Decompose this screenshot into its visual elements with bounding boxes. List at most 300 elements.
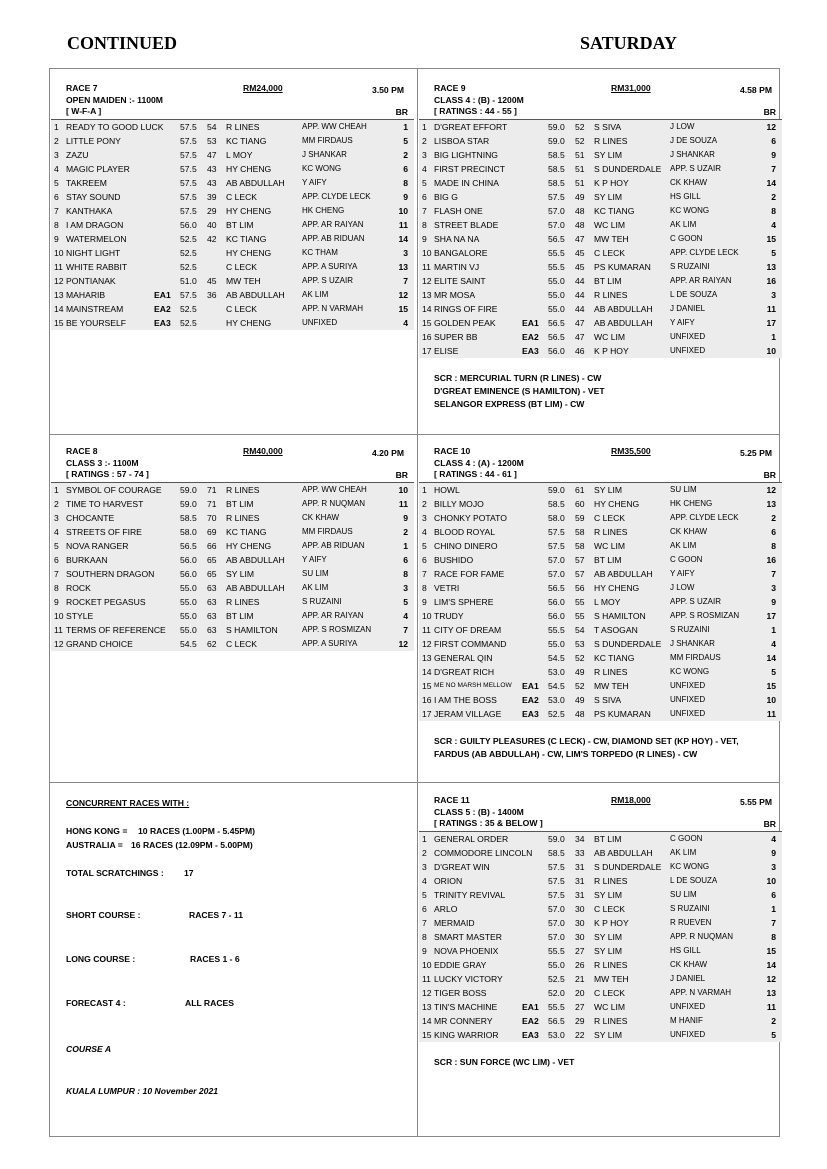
trainer: MM FIRDAUS bbox=[670, 653, 721, 662]
trainer: HK CHENG bbox=[302, 206, 345, 215]
trainer: AK LIM bbox=[670, 220, 697, 229]
runner-row bbox=[51, 553, 414, 567]
rating: 55 bbox=[575, 597, 585, 607]
horse-name: GOLDEN PEAK bbox=[434, 318, 496, 328]
weight: 56.0 bbox=[548, 346, 565, 356]
trainer: APP. N VARMAH bbox=[302, 304, 364, 313]
runner-row bbox=[51, 218, 414, 232]
barrier: 15 bbox=[766, 681, 776, 691]
runner-row bbox=[419, 916, 782, 930]
jockey: KC TIANG bbox=[226, 136, 267, 146]
runner-number: 6 bbox=[422, 555, 427, 565]
runner-row bbox=[419, 693, 782, 707]
trainer: Y AIFY bbox=[670, 569, 695, 578]
barrier: 2 bbox=[771, 513, 776, 523]
weight: 56.5 bbox=[548, 332, 565, 342]
trainer: R RUEVEN bbox=[670, 918, 712, 927]
trainer: APP. WW CHEAH bbox=[302, 122, 367, 131]
jockey: MW TEH bbox=[226, 276, 261, 286]
runner-number: 11 bbox=[422, 974, 431, 984]
weight: 52.5 bbox=[180, 318, 197, 328]
horse-name: ME NO MARSH MELLOW bbox=[434, 682, 512, 689]
barrier: 4 bbox=[403, 611, 408, 621]
barrier: 10 bbox=[766, 346, 776, 356]
jockey: SY LIM bbox=[594, 890, 623, 900]
weight: 57.5 bbox=[180, 136, 197, 146]
runner-row bbox=[51, 316, 414, 330]
jockey: L MOY bbox=[594, 597, 621, 607]
barrier: 2 bbox=[771, 192, 776, 202]
barrier: 9 bbox=[403, 513, 408, 523]
horse-name: I AM THE BOSS bbox=[434, 695, 497, 705]
horse-name: LISBOA STAR bbox=[434, 136, 490, 146]
rating-text: [ RATINGS : 44 - 55 ] bbox=[434, 106, 517, 116]
race-rating bbox=[419, 818, 782, 829]
horse-name: D'GREAT EFFORT bbox=[434, 122, 508, 132]
weight: 52.5 bbox=[548, 974, 565, 984]
jockey: MW TEH bbox=[594, 234, 629, 244]
horizontal-divider-1 bbox=[49, 434, 780, 435]
runner-number: 5 bbox=[422, 541, 427, 551]
weight: 56.5 bbox=[548, 318, 565, 328]
trainer: SU LIM bbox=[670, 890, 697, 899]
jockey: C LECK bbox=[594, 513, 626, 523]
race-time: 4.58 PM bbox=[739, 85, 772, 95]
rating: 47 bbox=[207, 150, 217, 160]
race-11-block bbox=[419, 795, 782, 1069]
forecast-label: FORECAST 4 : bbox=[66, 998, 126, 1008]
runner-number: 17 bbox=[422, 709, 432, 719]
br-header: BR bbox=[395, 107, 408, 117]
header-left: CONTINUED bbox=[67, 33, 178, 53]
barrier: 9 bbox=[403, 192, 408, 202]
runner-row bbox=[419, 1028, 782, 1042]
runner-number: 12 bbox=[422, 639, 432, 649]
rating: 46 bbox=[575, 346, 585, 356]
rating: 36 bbox=[207, 290, 217, 300]
rating: 54 bbox=[575, 625, 585, 635]
rating: 55 bbox=[575, 611, 585, 621]
runner-number: 14 bbox=[422, 1016, 432, 1026]
runner-number: 13 bbox=[54, 290, 64, 300]
runner-row bbox=[419, 986, 782, 1000]
runner-table bbox=[419, 831, 782, 1042]
rating: 65 bbox=[207, 569, 217, 579]
runner-number: 3 bbox=[422, 513, 427, 523]
trainer: HK CHENG bbox=[670, 499, 713, 508]
barrier: 16 bbox=[766, 555, 776, 565]
runner-row bbox=[419, 274, 782, 288]
jockey: K P HOY bbox=[594, 346, 629, 356]
trainer: C GOON bbox=[670, 834, 703, 843]
trainer: UNFIXED bbox=[670, 1002, 706, 1011]
runner-number: 11 bbox=[54, 625, 63, 635]
runner-number: 12 bbox=[54, 276, 64, 286]
weight: 56.5 bbox=[548, 1016, 565, 1026]
short-course-value: RACES 7 - 11 bbox=[189, 910, 243, 920]
horse-name: BLOOD ROYAL bbox=[434, 527, 495, 537]
barrier: 4 bbox=[403, 318, 408, 328]
horse-name: WATERMELON bbox=[66, 234, 127, 244]
runner-row bbox=[419, 1014, 782, 1028]
rating-text: [ RATINGS : 44 - 61 ] bbox=[434, 469, 517, 479]
weight: 52.5 bbox=[548, 709, 565, 719]
runner-row bbox=[419, 651, 782, 665]
rating: 57 bbox=[575, 555, 585, 565]
weight: 57.5 bbox=[548, 527, 565, 537]
weight: 58.0 bbox=[548, 513, 565, 523]
horse-name: BURKAAN bbox=[66, 555, 108, 565]
jockey: SY LIM bbox=[594, 192, 623, 202]
hong-kong-value: 10 RACES (1.00PM - 5.45PM) bbox=[138, 826, 256, 836]
race-header bbox=[419, 795, 782, 807]
weight: 57.0 bbox=[548, 569, 565, 579]
runner-row bbox=[51, 232, 414, 246]
horse-name: MAINSTREAM bbox=[66, 304, 124, 314]
trainer: J SHANKAR bbox=[670, 639, 715, 648]
race-header bbox=[51, 83, 414, 95]
runner-number: 12 bbox=[422, 988, 432, 998]
trainer: HS GILL bbox=[670, 946, 701, 955]
horse-name: KING WARRIOR bbox=[434, 1030, 499, 1040]
runner-row bbox=[419, 190, 782, 204]
rating: 47 bbox=[575, 332, 585, 342]
runner-number: 10 bbox=[54, 248, 64, 258]
runner-row bbox=[419, 120, 782, 134]
trainer: APP. S UZAIR bbox=[670, 597, 721, 606]
horse-name: SYMBOL OF COURAGE bbox=[66, 485, 162, 495]
runner-row bbox=[419, 525, 782, 539]
rating: 44 bbox=[575, 276, 585, 286]
race-number: RACE 7 bbox=[66, 83, 98, 93]
rating: 57 bbox=[575, 569, 585, 579]
rating: 69 bbox=[207, 527, 217, 537]
runner-row bbox=[419, 567, 782, 581]
runner-row bbox=[419, 148, 782, 162]
rating: 65 bbox=[207, 555, 217, 565]
race-10-block bbox=[419, 446, 782, 761]
runner-number: 1 bbox=[54, 485, 59, 495]
trainer: APP. A SURIYA bbox=[302, 262, 358, 271]
runner-table bbox=[419, 119, 782, 358]
weight: 55.0 bbox=[548, 304, 565, 314]
trainer: APP. AR RAIYAN bbox=[302, 220, 364, 229]
rating: 33 bbox=[575, 848, 585, 858]
jockey: C LECK bbox=[594, 248, 626, 258]
weight: 57.5 bbox=[548, 876, 565, 886]
jockey: KC TIANG bbox=[594, 653, 635, 663]
rating: 40 bbox=[207, 220, 217, 230]
horse-name: VETRI bbox=[434, 583, 460, 593]
barrier: 11 bbox=[398, 220, 408, 230]
weight: 54.5 bbox=[180, 639, 197, 649]
jockey: C LECK bbox=[226, 192, 258, 202]
entry-code: EA1 bbox=[154, 290, 171, 300]
runner-row bbox=[419, 232, 782, 246]
barrier: 4 bbox=[771, 834, 776, 844]
runner-number: 4 bbox=[422, 164, 427, 174]
race-header bbox=[419, 446, 782, 458]
runner-number: 8 bbox=[54, 220, 59, 230]
rating-text: [ RATINGS : 57 - 74 ] bbox=[66, 469, 149, 479]
forecast-value: ALL RACES bbox=[185, 998, 235, 1008]
weight: 59.0 bbox=[548, 485, 565, 495]
runner-number: 7 bbox=[422, 206, 427, 216]
weight: 55.0 bbox=[180, 597, 197, 607]
barrier: 7 bbox=[403, 625, 408, 635]
horse-name: TRINITY REVIVAL bbox=[434, 890, 506, 900]
rating: 47 bbox=[575, 234, 585, 244]
jockey: S DUNDERDALE bbox=[594, 862, 662, 872]
jockey: WC LIM bbox=[594, 541, 626, 551]
rating: 31 bbox=[575, 890, 585, 900]
jockey: R LINES bbox=[594, 1016, 628, 1026]
weight: 58.5 bbox=[548, 848, 565, 858]
race-purse: RM24,000 bbox=[243, 83, 283, 93]
trainer: APP. S UZAIR bbox=[670, 164, 721, 173]
rating: 20 bbox=[575, 988, 585, 998]
scratching-line: D'GREAT EMINENCE (S HAMILTON) - VET bbox=[434, 386, 605, 396]
entry-code: EA1 bbox=[522, 318, 539, 328]
barrier: 6 bbox=[771, 136, 776, 146]
runner-number: 6 bbox=[54, 192, 59, 202]
horse-name: MADE IN CHINA bbox=[434, 178, 499, 188]
horse-name: NOVA RANGER bbox=[66, 541, 129, 551]
trainer: M HANIF bbox=[670, 1016, 703, 1025]
barrier: 9 bbox=[771, 597, 776, 607]
runner-number: 7 bbox=[422, 569, 427, 579]
runner-row bbox=[51, 609, 414, 623]
rating: 56 bbox=[575, 583, 585, 593]
runner-number: 11 bbox=[54, 262, 63, 272]
jockey: MW TEH bbox=[594, 681, 629, 691]
jockey: WC LIM bbox=[594, 220, 626, 230]
horse-name: BILLY MOJO bbox=[434, 499, 484, 509]
runner-row bbox=[419, 218, 782, 232]
runner-row bbox=[419, 316, 782, 330]
runner-row bbox=[419, 176, 782, 190]
race-class: CLASS 4 : (B) - 1200M bbox=[434, 95, 524, 105]
rating: 34 bbox=[575, 834, 585, 844]
rating: 70 bbox=[207, 513, 217, 523]
runner-number: 4 bbox=[422, 876, 427, 886]
barrier: 14 bbox=[766, 960, 776, 970]
jockey: PS KUMARAN bbox=[594, 709, 651, 719]
barrier: 5 bbox=[771, 248, 776, 258]
weight: 55.0 bbox=[548, 276, 565, 286]
trainer: APP. CLYDE LECK bbox=[670, 248, 739, 257]
trainer: APP. CLYDE LECK bbox=[302, 192, 371, 201]
horse-name: STREETS OF FIRE bbox=[66, 527, 142, 537]
scratching-line: SELANGOR EXPRESS (BT LIM) - CW bbox=[434, 399, 585, 409]
entry-code: EA2 bbox=[522, 332, 539, 342]
horse-name: MR MOSA bbox=[434, 290, 476, 300]
br-header: BR bbox=[763, 819, 776, 829]
barrier: 13 bbox=[398, 262, 408, 272]
horse-name: BUSHIDO bbox=[434, 555, 474, 565]
runner-number: 4 bbox=[54, 164, 59, 174]
barrier: 7 bbox=[771, 918, 776, 928]
jockey: AB ABDULLAH bbox=[226, 583, 285, 593]
jockey: S DUNDERDALE bbox=[594, 639, 662, 649]
runner-row bbox=[419, 665, 782, 679]
rating: 43 bbox=[207, 164, 217, 174]
barrier: 2 bbox=[403, 150, 408, 160]
jockey: C LECK bbox=[226, 262, 258, 272]
jockey: BT LIM bbox=[226, 611, 254, 621]
trainer: SU LIM bbox=[670, 485, 697, 494]
trainer: APP. N VARMAH bbox=[670, 988, 732, 997]
jockey: AB ABDULLAH bbox=[594, 569, 653, 579]
jockey: S SIVA bbox=[594, 695, 622, 705]
trainer: APP. R NUQMAN bbox=[670, 932, 733, 941]
runner-number: 9 bbox=[54, 597, 59, 607]
jockey: BT LIM bbox=[594, 555, 622, 565]
trainer: APP. S UZAIR bbox=[302, 276, 353, 285]
rating: 44 bbox=[575, 304, 585, 314]
horse-name: CHOCANTE bbox=[66, 513, 115, 523]
rating: 53 bbox=[575, 639, 585, 649]
runner-row bbox=[419, 679, 782, 693]
horse-name: FLASH ONE bbox=[434, 206, 483, 216]
barrier: 5 bbox=[403, 597, 408, 607]
rating: 63 bbox=[207, 611, 217, 621]
barrier: 13 bbox=[766, 499, 776, 509]
runner-row bbox=[419, 874, 782, 888]
barrier: 15 bbox=[766, 234, 776, 244]
trainer: APP. AR RAIYAN bbox=[670, 276, 732, 285]
runner-row bbox=[419, 595, 782, 609]
race-time: 5.55 PM bbox=[739, 797, 772, 807]
jockey: K P HOY bbox=[594, 178, 629, 188]
horse-name: LITTLE PONY bbox=[66, 136, 121, 146]
runner-table bbox=[51, 482, 414, 651]
short-course-label: SHORT COURSE : bbox=[66, 910, 141, 920]
rating: 39 bbox=[207, 192, 217, 202]
rating: 21 bbox=[575, 974, 585, 984]
barrier: 6 bbox=[771, 890, 776, 900]
horse-name: PONTIANAK bbox=[66, 276, 116, 286]
barrier: 10 bbox=[766, 695, 776, 705]
race-time: 4.20 PM bbox=[371, 448, 404, 458]
weight: 52.5 bbox=[180, 262, 197, 272]
weight: 58.5 bbox=[180, 513, 197, 523]
trainer: J DANIEL bbox=[670, 304, 706, 313]
runner-number: 9 bbox=[422, 946, 427, 956]
runner-row bbox=[419, 483, 782, 497]
trainer: C GOON bbox=[670, 234, 703, 243]
trainer: APP. AR RAIYAN bbox=[302, 611, 364, 620]
weight: 55.0 bbox=[180, 625, 197, 635]
weight: 55.5 bbox=[548, 262, 565, 272]
runner-row bbox=[419, 497, 782, 511]
trainer: S RUZAINI bbox=[670, 904, 710, 913]
weight: 56.5 bbox=[548, 234, 565, 244]
scratchings-value: 17 bbox=[184, 868, 194, 878]
runner-number: 6 bbox=[422, 904, 427, 914]
barrier: 1 bbox=[771, 625, 776, 635]
runner-number: 11 bbox=[422, 262, 431, 272]
jockey: AB ABDULLAH bbox=[226, 555, 285, 565]
trainer: AK LIM bbox=[670, 541, 697, 550]
horse-name: GENERAL QIN bbox=[434, 653, 493, 663]
trainer: UNFIXED bbox=[302, 318, 338, 327]
horse-name: ROCK bbox=[66, 583, 91, 593]
trainer: J SHANKAR bbox=[670, 150, 715, 159]
barrier: 13 bbox=[766, 988, 776, 998]
runner-number: 5 bbox=[422, 890, 427, 900]
jockey: HY CHENG bbox=[226, 164, 272, 174]
runner-row bbox=[419, 902, 782, 916]
runner-row bbox=[419, 344, 782, 358]
rating: 52 bbox=[575, 122, 585, 132]
runner-number: 5 bbox=[422, 178, 427, 188]
rating: 71 bbox=[207, 499, 217, 509]
scratchings-label: TOTAL SCRATCHINGS : bbox=[66, 868, 164, 878]
rating: 30 bbox=[575, 918, 585, 928]
trainer: APP. A SURIYA bbox=[302, 639, 358, 648]
trainer: S RUZAINI bbox=[302, 597, 342, 606]
runner-row bbox=[419, 972, 782, 986]
runner-row bbox=[419, 609, 782, 623]
runner-number: 12 bbox=[422, 276, 432, 286]
weight: 56.5 bbox=[180, 541, 197, 551]
jockey: WC LIM bbox=[594, 1002, 626, 1012]
horse-name: FIRST COMMAND bbox=[434, 639, 507, 649]
runner-row bbox=[419, 134, 782, 148]
rating: 54 bbox=[207, 122, 217, 132]
barrier: 3 bbox=[403, 583, 408, 593]
entry-code: EA1 bbox=[522, 681, 539, 691]
rating: 59 bbox=[575, 513, 585, 523]
horse-name: BE YOURSELF bbox=[66, 318, 127, 328]
runner-number: 8 bbox=[422, 220, 427, 230]
jockey: K P HOY bbox=[594, 918, 629, 928]
horse-name: MARTIN VJ bbox=[434, 262, 480, 272]
rating: 30 bbox=[575, 932, 585, 942]
trainer: CK KHAW bbox=[670, 960, 708, 969]
runner-number: 7 bbox=[422, 918, 427, 928]
runner-number: 5 bbox=[54, 541, 59, 551]
barrier: 15 bbox=[766, 946, 776, 956]
horse-name: SOUTHERN DRAGON bbox=[66, 569, 155, 579]
runner-number: 12 bbox=[54, 639, 64, 649]
rating: 29 bbox=[575, 1016, 585, 1026]
trainer: MM FIRDAUS bbox=[302, 527, 353, 536]
race-rating bbox=[419, 106, 782, 117]
horse-name: LIM'S SPHERE bbox=[434, 597, 494, 607]
weight: 57.5 bbox=[548, 192, 565, 202]
runner-row bbox=[51, 637, 414, 651]
weight: 57.5 bbox=[548, 890, 565, 900]
runner-number: 2 bbox=[54, 499, 59, 509]
weight: 57.0 bbox=[548, 206, 565, 216]
jockey: SY LIM bbox=[594, 932, 623, 942]
barrier: 1 bbox=[403, 541, 408, 551]
weight: 57.5 bbox=[548, 541, 565, 551]
weight: 56.0 bbox=[180, 220, 197, 230]
scratching-line: SCR : GUILTY PLEASURES (C LECK) - CW, DIAMOND SET (KP HOY) - VET, bbox=[434, 736, 739, 746]
jockey: HY CHENG bbox=[594, 583, 640, 593]
weight: 52.5 bbox=[180, 234, 197, 244]
barrier: 6 bbox=[771, 527, 776, 537]
jockey: AB ABDULLAH bbox=[594, 848, 653, 858]
trainer: APP. AB RIDUAN bbox=[302, 541, 365, 550]
weight: 58.5 bbox=[548, 164, 565, 174]
barrier: 3 bbox=[771, 862, 776, 872]
trainer: SU LIM bbox=[302, 569, 329, 578]
jockey: SY LIM bbox=[594, 485, 623, 495]
